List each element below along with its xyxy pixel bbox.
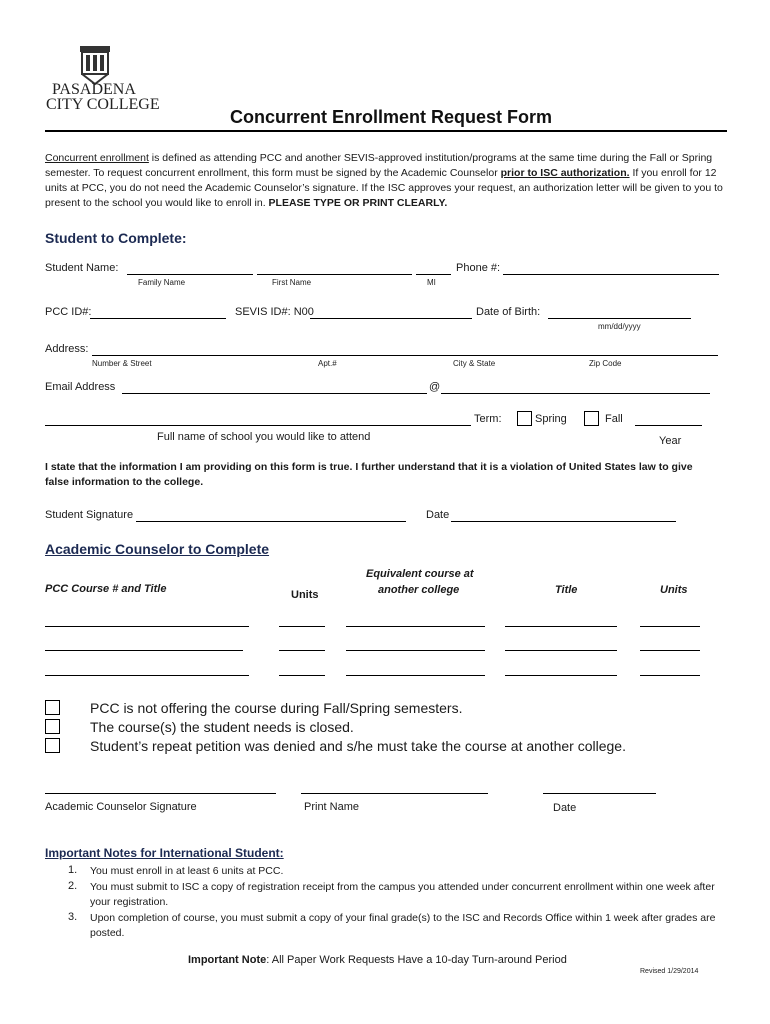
address-field[interactable] (92, 355, 718, 356)
email-label: Email Address (45, 381, 116, 393)
course-row2-pcc[interactable] (45, 650, 243, 651)
counselor-signature-field[interactable] (45, 793, 276, 794)
number-street-caption: Number & Street (92, 359, 152, 368)
reason3-checkbox[interactable] (45, 738, 60, 753)
fall-checkbox[interactable] (584, 411, 599, 426)
course-row1-title[interactable] (505, 626, 617, 627)
intro-emph: prior to ISC authorization. (500, 167, 630, 179)
course-row2-units2[interactable] (640, 650, 700, 651)
note1: You must enroll in at least 6 units at PCC. (90, 865, 284, 877)
student-date-field[interactable] (451, 521, 676, 522)
pcc-id-field[interactable] (90, 318, 226, 319)
address-label: Address: (45, 343, 89, 355)
intro-text1: is defined as attending PCC and another SEVIS-approved institution/programs at the same time during the Fall or Spring semester. To request concurrent enrollment, this form must be signed by the Academic Counselor (45, 152, 713, 179)
col-equiv-line1: Equivalent course at (366, 568, 474, 580)
logo-line2: CITY COLLEGE (46, 96, 160, 113)
phone-label: Phone #: (456, 262, 501, 274)
course-row3-units2[interactable] (640, 675, 700, 676)
intro-paragraph (45, 151, 725, 211)
note3-num: 3. (68, 911, 78, 923)
student-signature-label: Student Signature (45, 509, 134, 521)
counselor-signature-label: Academic Counselor Signature (45, 801, 197, 813)
course-row2-title[interactable] (505, 650, 617, 651)
city-state-caption: City & State (453, 359, 496, 368)
spring-label: Spring (535, 413, 567, 425)
important-note-text: : All Paper Work Requests Have a 10-day Turn-around Period (266, 954, 567, 966)
email-at: @ (429, 381, 441, 393)
reason1-label: PCC is not offering the course during Fall/Spring semesters. (90, 700, 463, 716)
course-row3-pcc[interactable] (45, 675, 249, 676)
course-row1-equiv[interactable] (346, 626, 485, 627)
email-domain-field[interactable] (441, 393, 710, 394)
note2-num: 2. (68, 880, 78, 892)
col-title: Title (555, 584, 578, 596)
title-rule (45, 130, 727, 132)
school-name-field[interactable] (45, 425, 471, 426)
logo-line1: PASADENA (52, 81, 136, 98)
col-equiv-line2: another college (378, 584, 460, 596)
course-row1-units2[interactable] (640, 626, 700, 627)
student-heading: Student to Complete: (45, 230, 187, 246)
intro-caps: PLEASE TYPE OR PRINT CLEARLY. (268, 197, 448, 209)
email-user-field[interactable] (122, 393, 427, 394)
intro-text2: If you enroll for 12 units at PCC, you do not need the Academic Counselor’s signature. If the ISC approves your request, an authorization letter will be given to you to present to the school you would like to enroll in. (45, 167, 723, 209)
family-name-caption: Family Name (138, 278, 186, 287)
important-note (188, 954, 567, 966)
apt-caption: Apt.# (318, 359, 337, 368)
sevis-label: SEVIS ID#: N00 (235, 306, 314, 318)
dob-format: mm/dd/yyyy (598, 322, 641, 331)
counselor-date-field[interactable] (543, 793, 656, 794)
course-row3-units[interactable] (279, 675, 325, 676)
course-row1-pcc[interactable] (45, 626, 249, 627)
important-note-label: Important Note (188, 954, 267, 966)
pcc-id-label: PCC ID#: (45, 306, 92, 318)
phone-field[interactable] (503, 274, 719, 275)
first-name-caption: First Name (272, 278, 312, 287)
reason2-label: The course(s) the student needs is closed. (90, 719, 354, 735)
fall-label: Fall (605, 413, 623, 425)
reason2-checkbox[interactable] (45, 719, 60, 734)
course-row3-title[interactable] (505, 675, 617, 676)
col-units2: Units (660, 584, 688, 596)
dob-label: Date of Birth: (476, 306, 541, 318)
mi-field[interactable] (416, 274, 451, 275)
counselor-date-label: Date (553, 802, 577, 814)
col-pcc-course: PCC Course # and Title (45, 583, 167, 595)
note2: You must submit to ISC a copy of registration receipt from the campus you attended under concurrent enrollment within one week after your registration. (90, 881, 715, 908)
print-name-label: Print Name (304, 801, 360, 813)
shield-icon (78, 44, 112, 86)
student-name-label: Student Name: (45, 262, 119, 274)
reason1-checkbox[interactable] (45, 700, 60, 715)
spring-checkbox[interactable] (517, 411, 532, 426)
reason3-label: Student’s repeat petition was denied and s/he must take the course at another college. (90, 738, 626, 754)
note1-num: 1. (68, 864, 78, 876)
student-signature-field[interactable] (136, 521, 406, 522)
mi-caption: MI (427, 278, 436, 287)
zip-caption: Zip Code (589, 359, 622, 368)
family-name-field[interactable] (127, 274, 253, 275)
sevis-field[interactable] (310, 318, 472, 319)
statement: I state that the information I am providing on this form is true. I further understand that it is a violation of United States law to give false information to the college. (45, 461, 693, 488)
first-name-field[interactable] (257, 274, 412, 275)
course-row2-units[interactable] (279, 650, 325, 651)
course-row3-equiv[interactable] (346, 675, 485, 676)
course-row1-units[interactable] (279, 626, 325, 627)
term-label: Term: (474, 413, 502, 425)
revised-date: Revised 1/29/2014 (640, 968, 699, 975)
intro-term: Concurrent enrollment (45, 152, 149, 164)
course-row2-equiv[interactable] (346, 650, 485, 651)
year-caption: Year (659, 435, 682, 447)
student-date-label: Date (426, 509, 450, 521)
note3: Upon completion of course, you must submit a copy of your final grade(s) to the ISC and Records Office within 1 week after grades are posted. (90, 912, 716, 939)
school-caption: Full name of school you would like to attend (157, 431, 371, 443)
form-title: Concurrent Enrollment Request Form (230, 107, 553, 127)
counselor-heading: Academic Counselor to Complete (45, 541, 270, 557)
print-name-field[interactable] (301, 793, 488, 794)
year-field[interactable] (635, 425, 702, 426)
notes-heading: Important Notes for International Student: (45, 846, 284, 860)
dob-field[interactable] (548, 318, 691, 319)
col-units: Units (291, 589, 319, 601)
